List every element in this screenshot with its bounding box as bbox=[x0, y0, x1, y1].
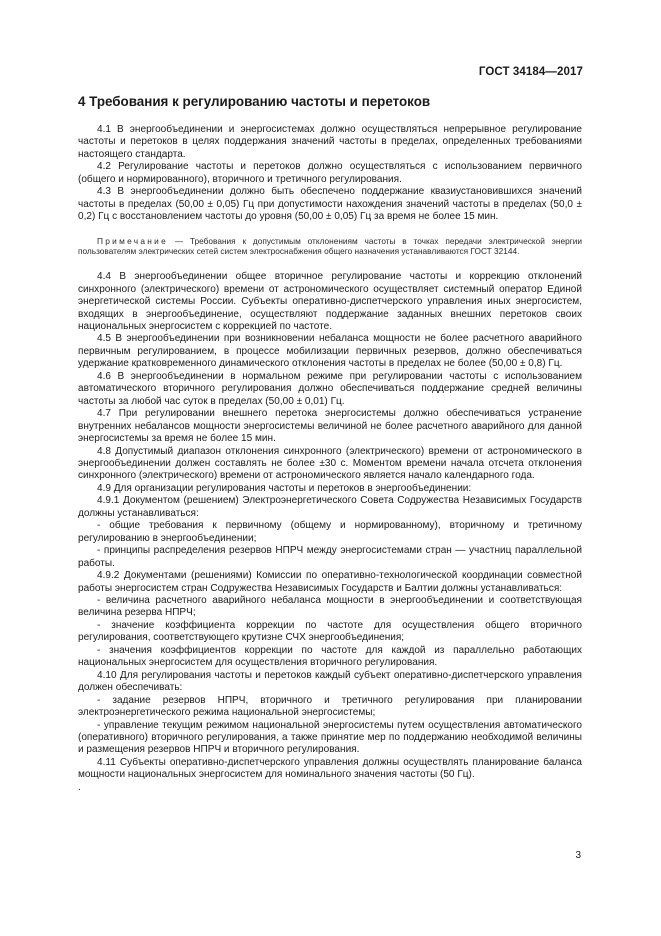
paragraph-4-6: 4.6 В энергообъединении в нормальном режиме при регулировании частоты с использованием автоматического вторичного регулирования должно обеспечиваться поддержание средней величины частоты за любой час суток в пределах (50,00 ± 0,01) Гц. bbox=[78, 370, 582, 407]
note-label: Примечание bbox=[97, 235, 169, 246]
list-item: - задание резервов НПРЧ, вторичного и третичного регулирования при планировании электроэнергетического режима национальной энергосистемы; bbox=[78, 694, 582, 719]
trailing-mark: . bbox=[78, 781, 81, 793]
document-body bbox=[78, 124, 582, 794]
list-item: - управление текущим режимом национальной энергосистемы путем осуществления автоматического (оперативного) вторичного регулирования, а также принятие мер по поддержанию необходимой величины и размещения резервов НПРЧ и вторичного регулирования. bbox=[78, 719, 582, 756]
paragraph-4-9-1: 4.9.1 Документом (решением) Электроэнергетического Совета Содружества Независимых Государств должны устанавливаться: bbox=[78, 495, 582, 519]
paragraph-4-3: 4.3 В энергообъединении должно быть обеспечено поддержание квазиустановившихся значений частоты в пределах (50,00 ± 0,05) Гц при допустимости нахождения значений частоты в пределах (50,0 ± 0,2) Гц с восстановлением частоты до уровня (50,00 ± 0,05) Гц за время не более 15 мин. bbox=[78, 186, 582, 223]
paragraph-4-5: 4.5 В энергообъединении при возникновении небаланса мощности не более расчетного аварийного первичным регулированием, в процессе мобилизации первичных резервов, должно обеспечиваться удержание кратковременного динамического отклонения частоты в пределах не более (50,00 ± 0,8) Гц. bbox=[78, 333, 582, 370]
list-item: - общие требования к первичному (общему и нормированному), вторичному и третичному регулированию в энергообъединении; bbox=[78, 520, 582, 544]
paragraph-4-11: 4.11 Субъекты оперативно-диспетчерского управления должны осуществлять планирование баланса мощности национальных энергосистем для номинального значения частоты (50 Гц). bbox=[78, 756, 582, 781]
paragraph-4-1: 4.1 В энергообъединении и энергосистемах должно осуществляться непрерывное регулирование частоты и перетоков в целях поддержания значений частоты в пределах, определенных требованиями настоящего стандарта. bbox=[78, 124, 582, 160]
section-title: 4 Требования к регулированию частоты и перетоков bbox=[78, 94, 431, 109]
page-number: 3 bbox=[575, 850, 581, 861]
paragraph-4-10: 4.10 Для регулирования частоты и перетоков каждый субъект оперативно-диспетчерского управления должен обеспечивать: bbox=[78, 669, 582, 694]
paragraph-4-2: 4.2 Регулирование частоты и перетоков должно осуществляться с использованием первичного (общего и нормированного), вторичного и третичного регулирования. bbox=[78, 161, 582, 185]
paragraph-4-8: 4.8 Допустимый диапазон отклонения синхронного (электрического) времени от астрономического в энергообъединении должен составлять не более ±30 с. Моментом времени начала отсчета отклонения синхронного (электрического) времени от астрономического является начало календарного года. bbox=[78, 445, 582, 482]
list-item: - значение коэффициента коррекции по частоте для осуществления общего вторичного регулирования, соответствующего крутизне СЧХ энергообъединения; bbox=[78, 619, 582, 644]
document-code: ГОСТ 34184—2017 bbox=[478, 66, 583, 78]
note bbox=[78, 236, 582, 258]
list-item: - значения коэффициентов коррекции по частоте для каждой из параллельно работающих национальных энергосистем для осуществления вторичного регулирования. bbox=[78, 644, 582, 669]
paragraph-4-9-2: 4.9.2 Документами (решениями) Комиссии по оперативно-технологической координации совместной работы энергосистем стран Содружества Независимых Государств и Балтии должны устанавливаться: bbox=[78, 570, 582, 594]
paragraph-4-9: 4.9 Для организации регулирования частоты и перетоков в энергообъединении: bbox=[97, 482, 472, 494]
list-item: - величина расчетного аварийного небаланса мощности в энергообъединении и соответствующая величина резерва НПРЧ; bbox=[78, 595, 582, 619]
note-text: — Требования к допустимым отклонениям частоты в точках передачи электрической энергии пользователям электрических сетей систем электроснабжения общего назначения устанавливаются ГОСТ 32144. bbox=[78, 235, 582, 257]
paragraph-4-7: 4.7 При регулировании внешнего перетока энергосистемы должно обеспечиваться устранение внутренних небалансов мощности энергосистемы величиной не более расчетного аварийного для данной энергосистемы за время не более 15 мин. bbox=[78, 408, 582, 445]
list-item: - принципы распределения резервов НПРЧ между энергосистемами стран — участниц параллельной работы. bbox=[78, 545, 582, 569]
paragraph-4-4: 4.4 В энергообъединении общее вторичное регулирование частоты и коррекцию отклонений синхронного (электрического) времени от астрономического осуществляет системный оператор Единой энергетической системы России. Субъекты оперативно-диспетчерского управления иных энергосистем, входящих в энергообъединение, осуществляют поддержание заданных внешних перетоков своих национальных энергосистем с коррекцией по частоте. bbox=[78, 271, 582, 333]
